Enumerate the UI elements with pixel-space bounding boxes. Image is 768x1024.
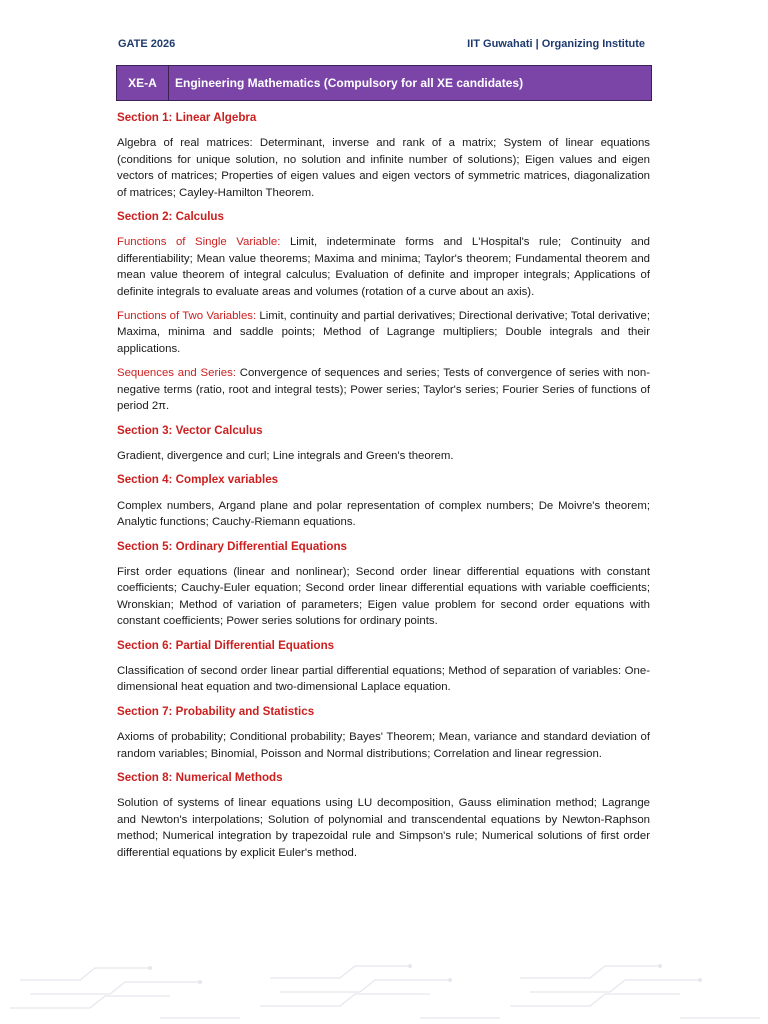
section-paragraph bbox=[117, 498, 650, 531]
section-paragraph bbox=[117, 308, 650, 357]
section-paragraph bbox=[117, 135, 650, 201]
paragraph-text: Gradient, divergence and curl; Line integrals and Green's theorem. bbox=[117, 449, 454, 462]
section-heading: Section 5: Ordinary Differential Equations bbox=[117, 539, 347, 553]
subtopic-label: Functions of Two Variables: bbox=[117, 310, 257, 323]
paragraph-text: Axioms of probability; Conditional probability; Bayes' Theorem; Mean, variance and standard deviation of random variables; Binomial, Poisson and Normal distributions; Correlation and linear regression. bbox=[117, 731, 650, 760]
subtopic-label: Functions of Single Variable: bbox=[117, 236, 281, 249]
section-heading: Section 4: Complex variables bbox=[117, 473, 279, 487]
section-paragraph bbox=[117, 448, 650, 464]
section-heading: Section 2: Calculus bbox=[117, 210, 224, 224]
section-heading: Section 7: Probability and Statistics bbox=[117, 704, 315, 718]
section-heading: Section 6: Partial Differential Equations bbox=[117, 638, 335, 652]
paper-title: Engineering Mathematics (Compulsory for all XE candidates) bbox=[175, 76, 524, 90]
exam-label: GATE 2026 bbox=[118, 38, 176, 50]
section-heading: Section 3: Vector Calculus bbox=[117, 423, 263, 437]
paragraph-text: Classification of second order linear partial differential equations; Method of separation of variables: One-dimensional heat equation and two-dimensional Laplace equation. bbox=[117, 664, 650, 694]
paragraph-text: Convergence of sequences and series; Tests of convergence of series with non-negative terms (ratio, root and integral tests); Power series; Taylor's series; Fourier Series of functions of period 2π. bbox=[117, 367, 650, 413]
section-paragraph bbox=[117, 663, 650, 696]
subtopic-label: Sequences and Series: bbox=[117, 367, 236, 380]
circuit-decoration bbox=[0, 960, 768, 1024]
paragraph-text: Solution of systems of linear equations using LU decomposition, Gauss elimination method; Lagrange and Newton's interpolations; Solution of polynomial and transcendental equations by Newton-Raphson method; Numerical integration by trapezoidal rule and Simpson's rule; Numerical solutions of first order differential equations by explicit Euler's method. bbox=[117, 797, 650, 859]
paper-code: XE-A bbox=[117, 66, 169, 100]
section-paragraph bbox=[117, 234, 650, 300]
section-paragraph bbox=[117, 795, 650, 861]
paper-banner bbox=[116, 65, 652, 101]
institute-label: IIT Guwahati | Organizing Institute bbox=[467, 38, 645, 50]
paragraph-text: First order equations (linear and nonlinear); Second order linear differential equations with constant coefficients; Cauchy-Euler equation; Second order linear differential equations with variable coefficients; Wronskian; Method of variation of parameters; Eigen value problem for second order equations with constant coefficients; Power series solutions for ordinary points. bbox=[117, 565, 650, 628]
paragraph-text: Algebra of real matrices: Determinant, inverse and rank of a matrix; System of linear equations (conditions for unique solution, no solution and infinite number of solutions); Eigen values and eigen vectors of matrices; Properties of eigen values and eigen vectors of symmetric matrices, diagonalization of matrices; Cayley-Hamilton Theorem. bbox=[117, 137, 650, 199]
section-paragraph bbox=[117, 365, 650, 414]
section-paragraph bbox=[117, 729, 650, 762]
paragraph-text: Limit, continuity and partial derivatives; Directional derivative; Total derivative; Maxima, minima and saddle points; Method of Lagrange multipliers; Double integrals and their applications. bbox=[117, 310, 650, 355]
paragraph-text: Complex numbers, Argand plane and polar representation of complex numbers; De Moivre's theorem; Analytic functions; Cauchy-Riemann equations. bbox=[117, 499, 650, 529]
syllabus-content bbox=[117, 110, 650, 869]
paragraph-text: Limit, indeterminate forms and L'Hospital's rule; Continuity and differentiability; Mean value theorems; Maxima and minima; Taylor's theorem; Fundamental theorem and mean value theorem of integral calculus; Evaluation of definite and improper integrals; Applications of definite integrals to evaluate areas and volumes (rotation of a curve about an axis). bbox=[117, 236, 650, 298]
section-paragraph bbox=[117, 564, 650, 630]
page-header bbox=[118, 38, 645, 54]
section-heading: Section 1: Linear Algebra bbox=[117, 111, 257, 124]
section-heading: Section 8: Numerical Methods bbox=[117, 771, 283, 784]
